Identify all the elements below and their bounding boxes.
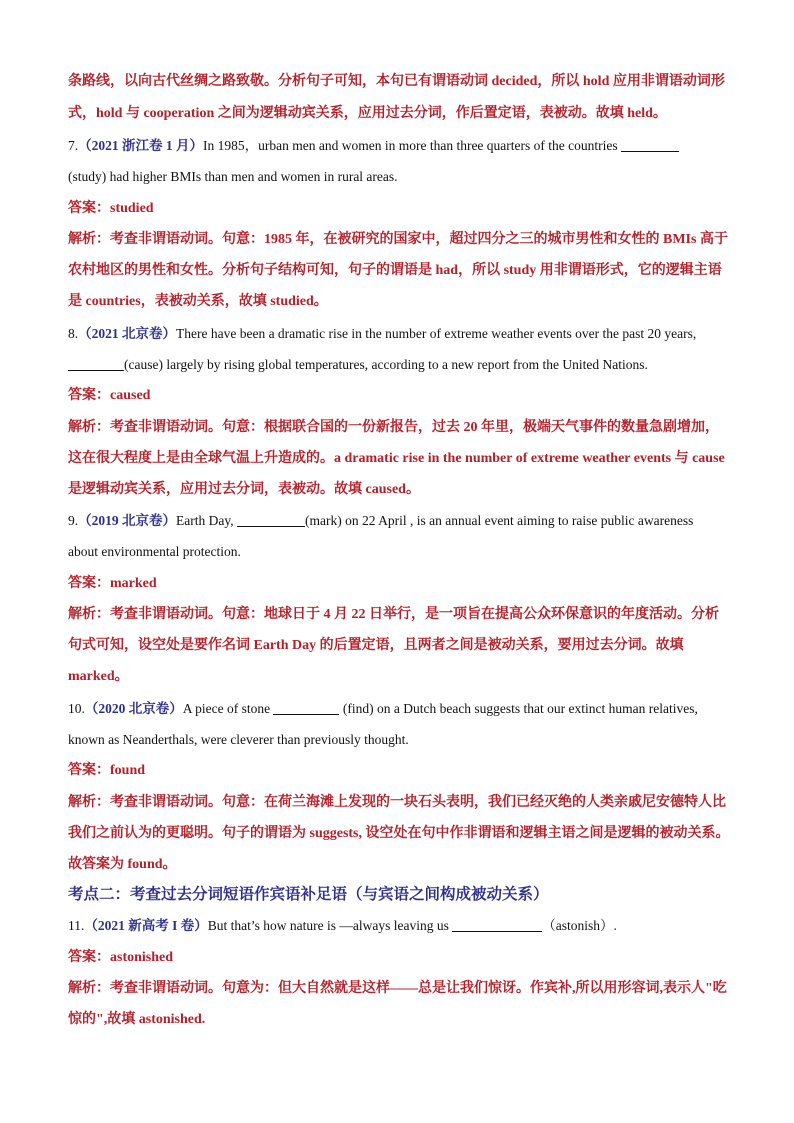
answer-blank [452, 917, 542, 932]
explanation-line: 句式可知，设空处是要作名词 Earth Day 的后置定语，且两者之间是被动关系，要用过去分词。故填 [68, 638, 684, 653]
explanation-line: 解析：考查非谓语动词。句意：在荷兰海滩上发现的一块石头表明，我们已经灭绝的人类亲戚尼安德特人比 [68, 795, 726, 810]
answer-line: 答案：marked [68, 576, 157, 591]
question-8-cont: (cause) largely by rising global temperatures, according to a new report from the United Nations. [68, 355, 648, 375]
question-9-cont: about environmental protection. [68, 544, 241, 559]
explanation-line: 式，hold 与 cooperation 之间为逻辑动宾关系，应用过去分词，作后置定语，表被动。故填 held。 [68, 106, 667, 121]
answer-line: 答案：studied [68, 201, 154, 216]
question-10: 10.（2020 北京卷）A piece of stone (find) on a Dutch beach suggests that our extinct human relatives, [68, 701, 698, 716]
question-source: （2021 新高考 I 卷） [84, 918, 208, 933]
explanation-line: marked。 [68, 669, 129, 684]
explanation-line: 农村地区的男性和女性。分析句子结构可知，句子的谓语是 had，所以 study 用非谓语形式，它的逻辑主语 [68, 263, 722, 278]
question-7: 7.（2021 浙江卷 1 月）In 1985，urban men and women in more than three quarters of the countries [68, 136, 679, 156]
question-source: （2021 浙江卷 1 月） [78, 138, 203, 153]
answer-blank [237, 512, 305, 527]
answer-blank [621, 137, 679, 152]
question-source: （2021 北京卷） [78, 326, 176, 341]
answer-line: 答案：astonished [68, 950, 174, 965]
explanation-line: 条路线，以向古代丝绸之路致敬。分析句子可知，本句已有谓语动词 decided，所以 hold 应用非谓语动词形 [68, 74, 725, 89]
answer-line: 答案：caused [68, 388, 151, 403]
explanation-line: 惊的",故填 astonished. [68, 1012, 206, 1027]
explanation-line: 这在很大程度上是由全球气温上升造成的。a dramatic rise in the number of extreme weather events 与 cause [68, 451, 725, 466]
explanation-line: 是逻辑动宾关系，应用过去分词，表被动。故填 caused。 [68, 482, 420, 497]
question-8: 8.（2021 北京卷）There have been a dramatic rise in the number of extreme weather events over the past 20 years, [68, 326, 697, 341]
explanation-line: 故答案为 found。 [68, 857, 177, 872]
explanation-line: 是 countries，表被动关系，故填 studied。 [68, 294, 328, 309]
question-10-cont: known as Neanderthals, were cleverer than previously thought. [68, 732, 409, 747]
explanation-line: 解析：考查非谓语动词。句意：1985 年，在被研究的国家中，超过四分之三的城市男性和女性的 BMIs 高于 [68, 232, 728, 247]
explanation-line: 解析：考查非谓语动词。句意：根据联合国的一份新报告，过去 20 年里，极端天气事件的数量急剧增加， [68, 420, 719, 435]
explanation-line: 解析：考查非谓语动词。句意：地球日于 4 月 22 日举行，是一项旨在提高公众环保意识的年度活动。分析 [68, 607, 719, 622]
answer-blank [68, 356, 124, 371]
question-source: （2019 北京卷） [78, 513, 176, 528]
answer-line: 答案：found [68, 763, 146, 778]
section-heading: 考点二：考查过去分词短语作宾语补足语（与宾语之间构成被动关系） [68, 886, 549, 903]
question-7-cont: (study) had higher BMIs than men and women in rural areas. [68, 169, 398, 184]
explanation-line: 我们之前认为的更聪明。句子的谓语为 suggests, 设空处在句中作非谓语和逻辑主语之间是逻辑的被动关系。 [68, 826, 730, 841]
explanation-line: 解析：考查非谓语动词。句意为：但大自然就是这样——总是让我们惊讶。作宾补,所以用形容词,表示人"吃 [68, 981, 727, 996]
question-11: 11.（2021 新高考 I 卷）But that’s how nature is —always leaving us （astonish）. [68, 918, 617, 933]
question-9: 9.（2019 北京卷）Earth Day, (mark) on 22 April , is an annual event aiming to raise public awareness [68, 513, 694, 528]
question-source: （2020 北京卷） [84, 701, 183, 716]
answer-blank [273, 700, 339, 715]
